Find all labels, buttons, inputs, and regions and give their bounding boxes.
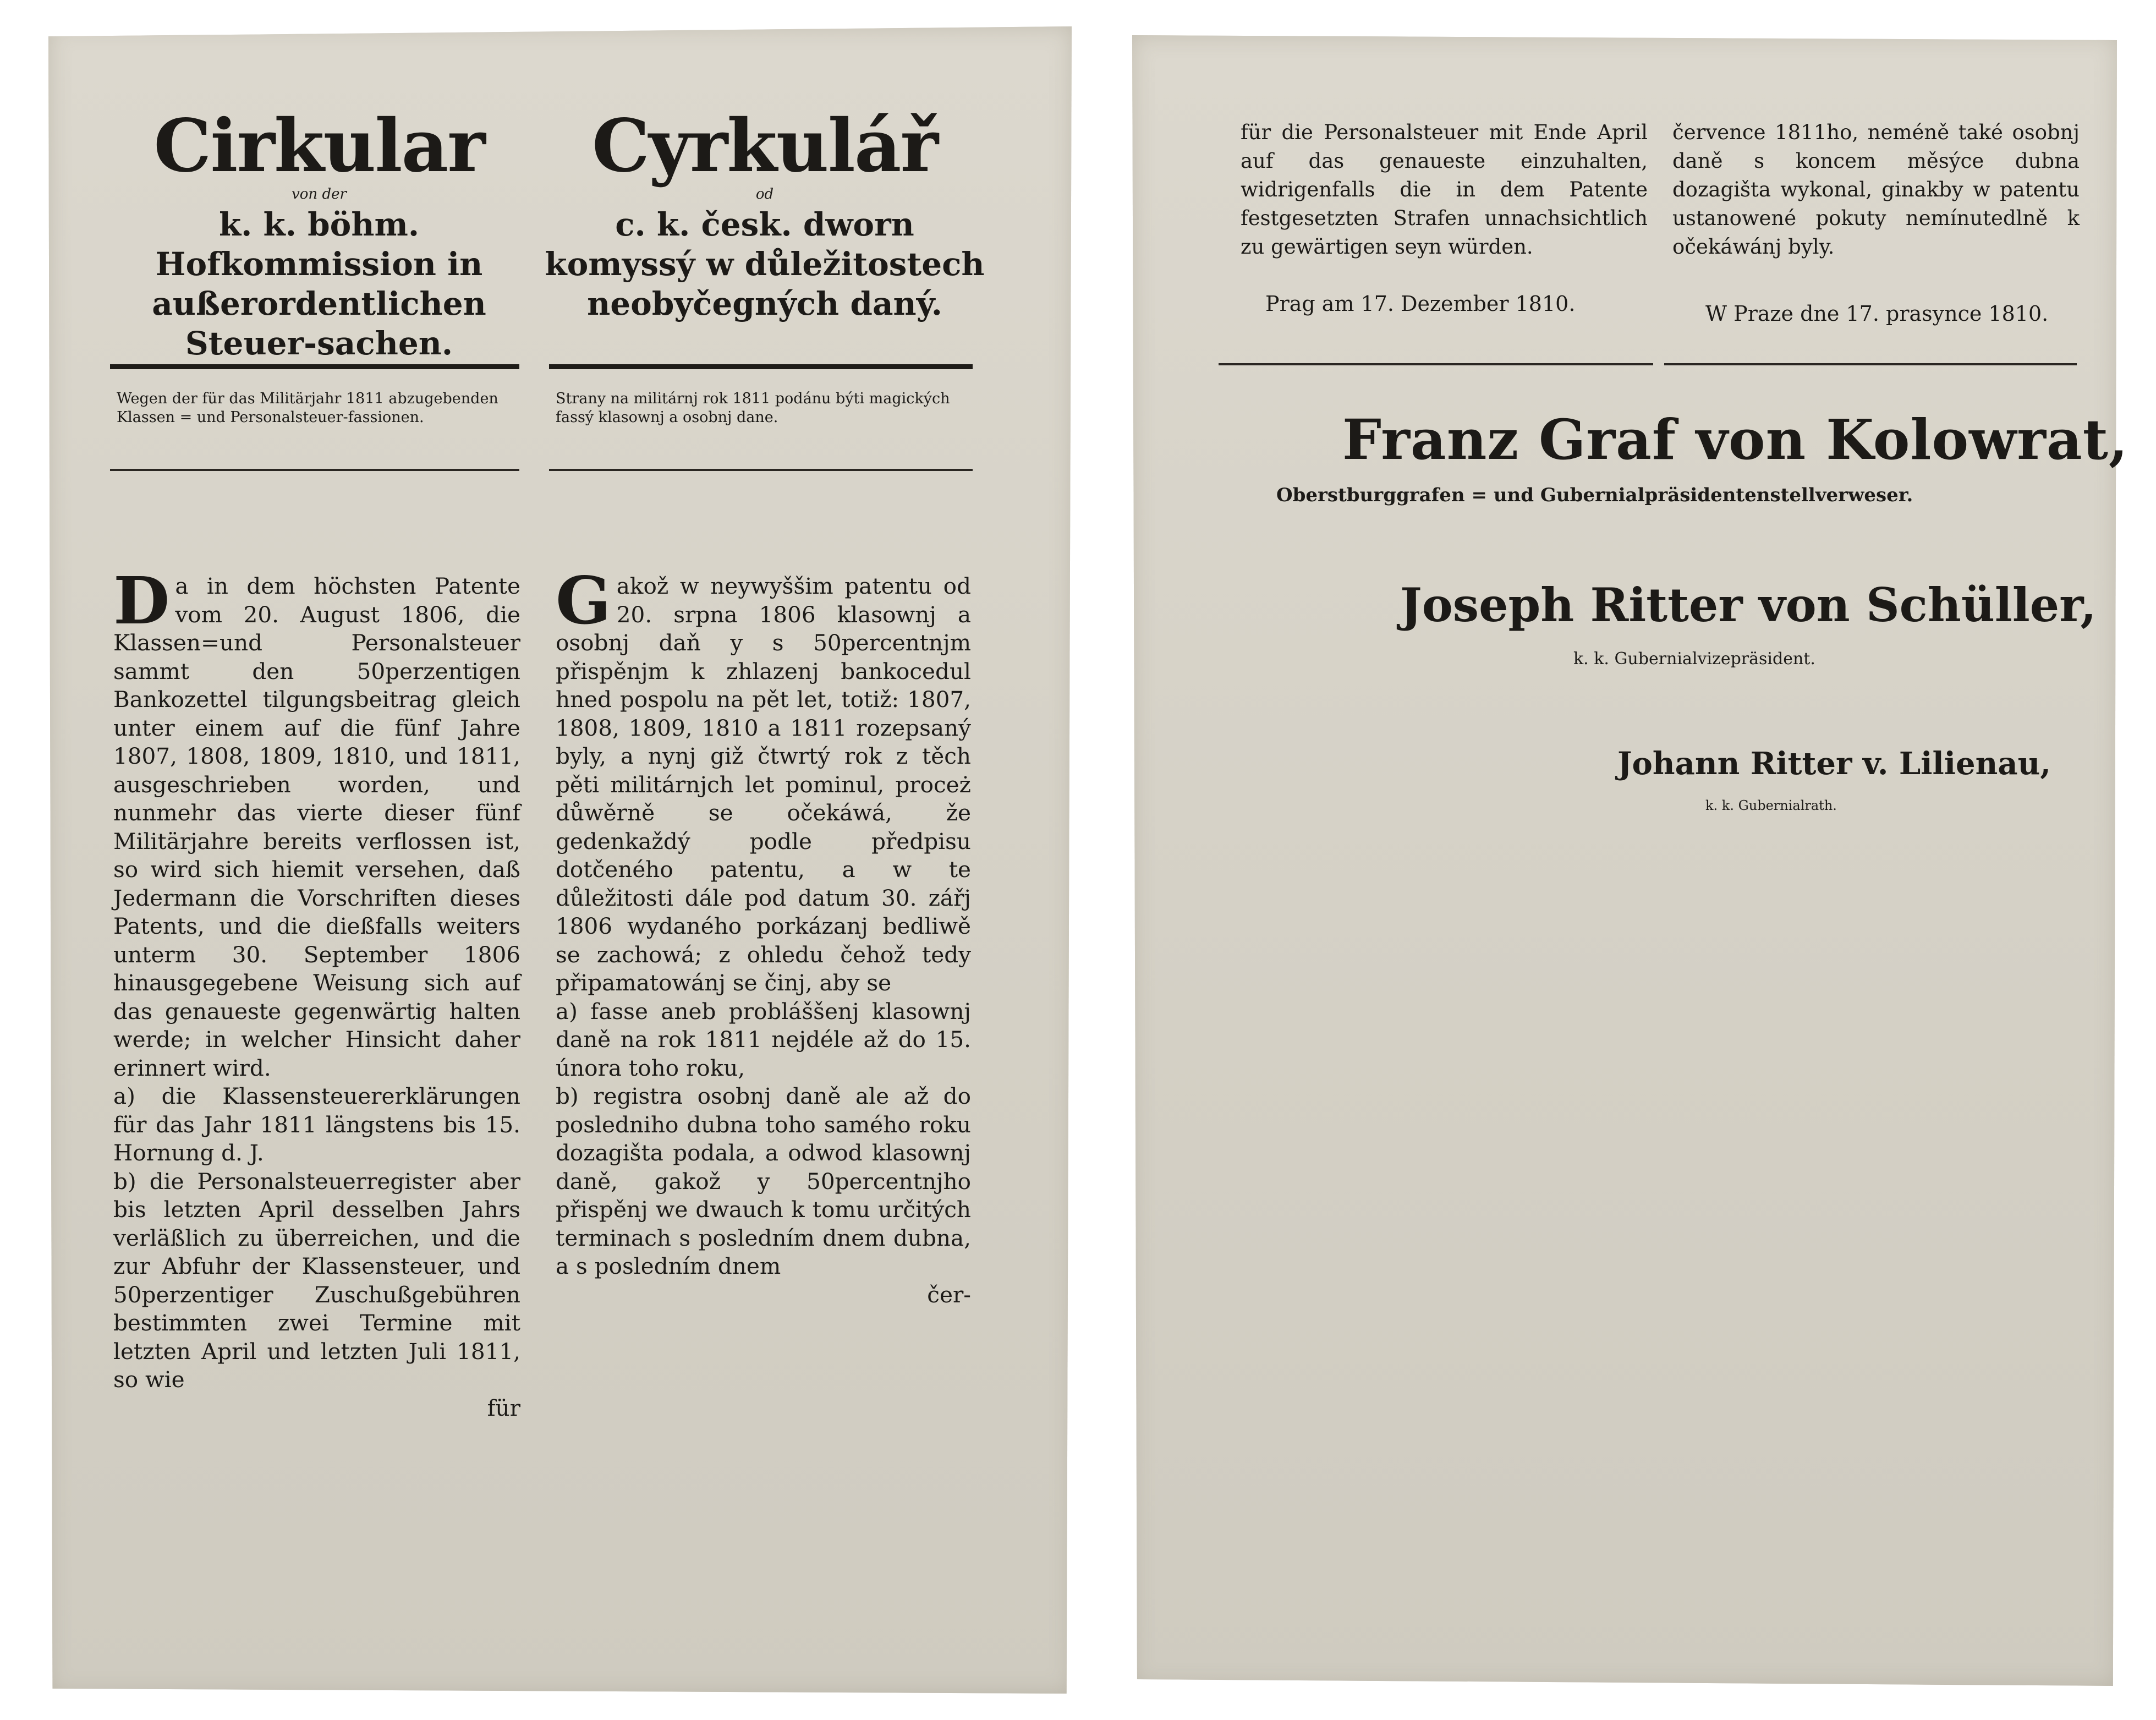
czech-from: od	[755, 186, 774, 202]
german-item-b: b) die Personalsteuerregister aber bis letzten April desselben Jahrs verläßlich zu überreichen, und die zur Abfuhr der Klassensteuer, und 50perzentiger Zuschußgebühren bestimmten zwei Termine mit letzten April und letzten Juli 1811, so wie	[113, 1168, 520, 1393]
german-issuer: k. k. böhm. Hofkommission in außerordentlichen Steuer-sachen.	[152, 206, 486, 362]
right-rule-left	[1219, 363, 1653, 365]
german-dropcap: D	[113, 562, 170, 639]
czech-header	[545, 103, 985, 324]
german-body-intro: a in dem höchsten Patente vom 20. August 1806, die Klassen=und Personalsteuer sammt den 50perzentigen Bankozettel tilgungsbeitrag gleich unter einem auf die fünf Jahre 1807, 1808, 1809, 1810, und 1811, ausgeschrieben worden, und nunmehr das vierte dieser fünf Militärjahre bereits verflossen ist, so wird sich hiemit versehen, daß Jedermann die Vorschriften dieses Patents, und die dießfalls weiters unterm 30. September 1806 hinausgegebene Weisung sich auf das genaueste gegenwärtig halten werde; in welcher Hinsicht daher erinnert wird.	[113, 573, 520, 1081]
czech-issuer: c. k. česk. dworn komyssý w důležitostech neobyčegných daný.	[545, 206, 985, 322]
czech-body-intro: akož w neywyššim patentu od 20. srpna 1806 klasownj a osobnj daň y s 50percentnjm přispěnjm k zhlazenj bankocedul hned pospolu na pět let, totiž: 1807, 1808, 1809, 1810 a 1811 rozepsaný byly, a nynj giž čtwrtý rok z těch pěti militárnjch let pominul, proceż důwěrně se očekáwá, že gedenkaždý podle předpisu dotčeného patentu, a w te důležitosti dále pod datum 30. zářj 1806 wydaného porkázanj bedliwě se zachowá; z ohledu čehož tedy připamatowánj se činj, aby se	[556, 573, 971, 996]
czech-fragment: července 1811ho, neméně také osobnj daně s koncem měsýce dubna dozagišta wykonal, ginakby w patentu ustanowené pokuty nemínutedlně k očekáwánj byly.	[1672, 120, 2080, 259]
right-rule-right	[1664, 363, 2077, 365]
czech-catchword: čer-	[927, 1281, 971, 1308]
german-top-rule	[110, 364, 519, 369]
german-header	[105, 103, 534, 363]
german-title: Cirkular	[153, 103, 485, 189]
right-page	[1132, 35, 2117, 1686]
signatory-1-title: Oberstburggrafen = und Gubernialpräsidentenstellverweser.	[1276, 484, 1913, 506]
czech-item-b: b) registra osobnj daně ale až do posledniho dubna toho samého roku dozagišta podala, a odwod klasownj daně, gakož y 50percentnjho přispěnj we dwauch k tomu určitých terminach s posledním dnem dubna, a s posledním dnem	[556, 1083, 971, 1279]
german-date: Prag am 17. Dezember 1810.	[1265, 292, 1576, 316]
signatory-3: Johann Ritter v. Lilienau,	[1617, 746, 2051, 782]
czech-subject: Strany na militárnj rok 1811 podánu býti magických fassý klasownj a osobnj dane.	[556, 390, 950, 426]
german-catchword: für	[487, 1394, 520, 1421]
german-body	[113, 562, 520, 1422]
czech-title: Cyrkulář	[592, 103, 937, 189]
signatory-2: Joseph Ritter von Schüller,	[1400, 578, 2097, 632]
german-subject: Wegen der für das Militärjahr 1811 abzugebenden Klassen = und Personalsteuer-fassionen.	[117, 390, 498, 426]
czech-item-a: a) fasse aneb probláššenj klasownj daně na rok 1811 nejdéle až do 15. února toho roku,	[556, 998, 971, 1081]
german-fragment: für die Personalsteuer mit Ende April auf das genaueste einzuhalten, widrigenfalls die in dem Patente festgesetzten Strafen unnachsichtlich zu gewärtigen seyn würden.	[1241, 120, 1648, 259]
german-from: von der	[292, 186, 347, 202]
signatory-2-title: k. k. Gubernialvizepräsident.	[1573, 649, 1815, 669]
czech-body	[556, 562, 971, 1309]
czech-top-rule	[549, 364, 973, 369]
signatory-1: Franz Graf von Kolowrat,	[1342, 407, 2128, 472]
czech-date: W Praze dne 17. prasynce 1810.	[1705, 302, 2049, 326]
signatory-3-title: k. k. Gubernialrath.	[1705, 798, 1837, 813]
german-bottom-rule	[110, 469, 519, 471]
german-item-a: a) die Klassensteuererklärungen für das Jahr 1811 längstens bis 15. Hornung d. J.	[113, 1083, 520, 1166]
czech-dropcap: G	[556, 562, 611, 639]
czech-bottom-rule	[549, 469, 973, 471]
